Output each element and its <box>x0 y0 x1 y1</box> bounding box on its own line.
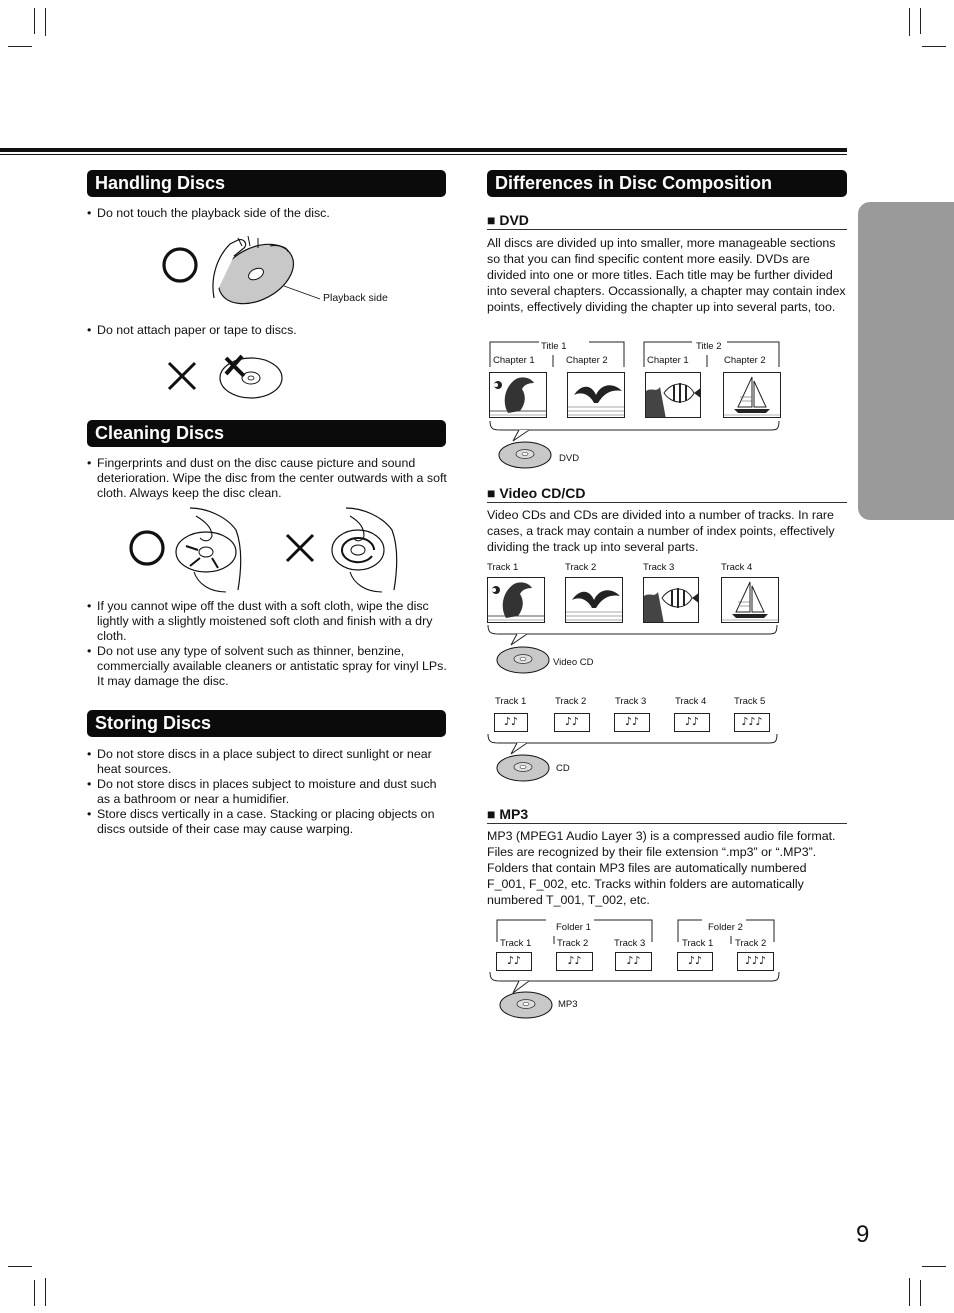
mp3-description: MP3 (MPEG1 Audio Layer 3) is a compressed audio file format. Files are recognized by their file extension “.mp3” or “.MP3”. Folders that contain MP3 files are automatically numbered F_001, F_002, etc. Tracks within folders are automatically numbered T_001, T_002, etc. <box>487 829 836 907</box>
vcd-bracket <box>487 624 779 646</box>
storing-list <box>87 747 447 837</box>
music-note-icon: ♪♪ <box>556 952 593 971</box>
crop-mark <box>8 1266 32 1267</box>
cd-track-label: Track 1 <box>495 696 527 707</box>
whale-tail-picture <box>567 372 625 418</box>
music-note-icon: ♪♪ <box>674 713 710 732</box>
ok-mark-icon <box>160 246 200 286</box>
dvd-chapter-label: Chapter 1 <box>647 355 689 366</box>
dolphin-picture <box>487 577 545 623</box>
cd-track-label: Track 4 <box>675 696 707 707</box>
crop-mark <box>922 1266 946 1267</box>
disc-with-tape-icon <box>218 354 284 400</box>
crop-mark <box>909 8 910 36</box>
mp3-disc-label: MP3 <box>558 999 578 1010</box>
music-note-icon: ♪♪♪ <box>734 713 770 732</box>
crop-mark <box>8 46 32 47</box>
vcd-track-label: Track 4 <box>721 562 753 573</box>
playback-side-label: Playback side <box>323 292 388 304</box>
mp3-track-label: Track 3 <box>614 938 646 949</box>
sailboat-picture <box>723 372 781 418</box>
wiping-disc-wrong-icon <box>332 506 402 594</box>
dvd-chapter-label: Chapter 2 <box>566 355 608 366</box>
dvd-heading-text: DVD <box>499 212 529 228</box>
music-note-icon: ♪♪ <box>494 713 528 732</box>
music-note-icon: ♪♪ <box>614 713 650 732</box>
vcd-track-label: Track 3 <box>643 562 675 573</box>
vcd-description: Video CDs and CDs are divided into a number of tracks. In rare cases, a track may contain a number of index points, effectively dividing the track up into several parts. <box>487 508 835 554</box>
mp3-track-label: Track 1 <box>682 938 714 949</box>
hand-holding-disc-icon <box>208 236 328 306</box>
square-bullet-icon: ■ <box>487 806 500 822</box>
cd-disc-label: CD <box>556 763 570 774</box>
section-title-storing: Storing Discs <box>87 710 446 737</box>
list-item: • Do not attach paper or tape to discs. <box>87 323 447 338</box>
music-note-icon: ♪♪♪ <box>737 952 774 971</box>
dvd-description: All discs are divided up into smaller, more manageable sections so that you can find specific content more easily. DVDs are divided into one or more titles. Each title may be further divided into several chapters. Occassionally, a chapter may contain index points, effectively dividing the chapter up into several parts, too. <box>487 236 846 314</box>
music-note-icon: ♪♪ <box>615 952 652 971</box>
section-title-differences: Differences in Disc Composition <box>487 170 847 197</box>
mp3-folder2-label: Folder 2 <box>708 922 743 933</box>
side-tab <box>858 202 954 520</box>
crop-mark <box>34 1280 35 1306</box>
vcd-disc-label: Video CD <box>553 657 594 668</box>
handling-list-2 <box>87 323 447 338</box>
mp3-disc-icon <box>499 990 553 1020</box>
list-item: • Fingerprints and dust on the disc cause picture and sound deterioration. Wipe the disc from the center outwards with a soft cloth. Always keep the disc clean. <box>87 456 447 501</box>
page-number: 9 <box>856 1221 870 1248</box>
music-note-icon: ♪♪ <box>496 952 532 971</box>
vcd-disc-icon <box>496 645 550 675</box>
cd-disc-icon <box>496 753 550 783</box>
list-item: • If you cannot wipe off the dust with a soft cloth, wipe the disc lightly with a slightly moistened soft cloth and finish with a dry cloth. <box>87 599 449 644</box>
vcd-heading <box>487 484 847 503</box>
dvd-title1-label: Title 1 <box>541 341 567 352</box>
vcd-track-label: Track 1 <box>487 562 519 573</box>
dvd-heading <box>487 211 847 230</box>
dvd-disc-icon <box>498 440 552 470</box>
crop-mark <box>909 1278 910 1306</box>
x-mark-icon <box>284 532 316 564</box>
mp3-folder1-label: Folder 1 <box>556 922 591 933</box>
vcd-track-label: Track 2 <box>565 562 597 573</box>
mp3-track-label: Track 1 <box>500 938 532 949</box>
list-item: • Do not use any type of solvent such as thinner, benzine, commercially available cleaners or antistatic spray for vinyl LPs. It may damage the disc. <box>87 644 449 689</box>
mp3-heading-text: MP3 <box>499 806 529 822</box>
dvd-title2-label: Title 2 <box>696 341 722 352</box>
mp3-track-label: Track 2 <box>735 938 767 949</box>
dvd-chapter-label: Chapter 1 <box>493 355 535 366</box>
crop-mark <box>920 1280 921 1306</box>
ok-mark-icon <box>128 529 166 567</box>
cd-track-label: Track 5 <box>734 696 766 707</box>
vcd-heading-text: Video CD/CD <box>499 485 586 501</box>
cd-bracket <box>487 733 779 755</box>
list-item: • Store discs vertically in a case. Stacking or placing objects on discs outside of their case may cause warping. <box>87 807 447 837</box>
x-mark-icon <box>166 360 198 392</box>
crop-mark <box>34 8 35 34</box>
cleaning-list-2 <box>87 599 449 689</box>
music-note-icon: ♪♪ <box>554 713 590 732</box>
dvd-disc-label: DVD <box>559 453 580 464</box>
dolphin-picture <box>489 372 547 418</box>
list-item: • Do not store discs in a place subject to direct sunlight or near heat sources. <box>87 747 447 777</box>
dvd-chapter-label: Chapter 2 <box>724 355 766 366</box>
list-item: • Do not store discs in places subject to moisture and dust such as a bathroom or near a humidifier. <box>87 777 447 807</box>
wiping-disc-correct-icon <box>176 506 246 594</box>
crop-mark <box>45 1278 46 1306</box>
crop-mark <box>922 46 946 47</box>
square-bullet-icon: ■ <box>487 485 500 501</box>
section-title-cleaning: Cleaning Discs <box>87 420 446 447</box>
sailboat-picture <box>721 577 779 623</box>
cd-track-label: Track 3 <box>615 696 647 707</box>
list-item: • Do not touch the playback side of the disc. <box>87 206 447 221</box>
whale-tail-picture <box>565 577 623 623</box>
handling-list-1 <box>87 206 447 221</box>
header-rule <box>0 148 847 152</box>
cleaning-list-1 <box>87 456 447 501</box>
tropical-fish-picture <box>643 577 699 623</box>
mp3-track-label: Track 2 <box>557 938 589 949</box>
header-rule-thin <box>0 154 847 155</box>
cd-track-label: Track 2 <box>555 696 587 707</box>
crop-mark <box>45 8 46 36</box>
section-title-handling: Handling Discs <box>87 170 446 197</box>
square-bullet-icon: ■ <box>487 212 500 228</box>
tropical-fish-picture <box>645 372 701 418</box>
music-note-icon: ♪♪ <box>677 952 713 971</box>
crop-mark <box>920 8 921 34</box>
mp3-heading <box>487 805 847 824</box>
